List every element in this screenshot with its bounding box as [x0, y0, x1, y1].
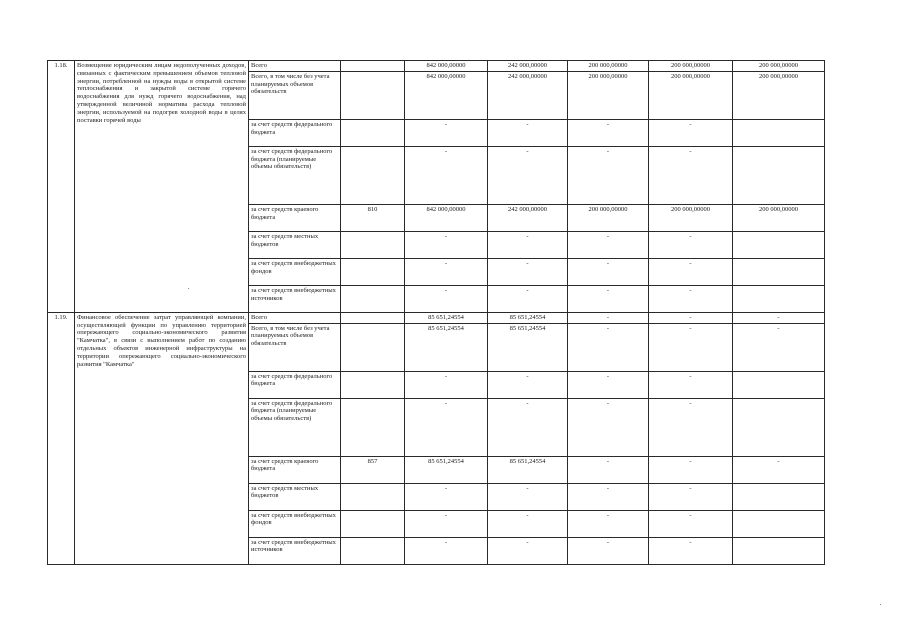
- amount-year-2: 85 651,24554: [488, 312, 568, 323]
- budget-code: [341, 146, 405, 204]
- budget-code: [341, 483, 405, 510]
- amount-year-3: -: [568, 398, 649, 456]
- amount-year-2: 242 000,00000: [488, 204, 568, 231]
- amount-year-5: -: [733, 312, 825, 323]
- funding-source: за счет средств местных бюджетов: [249, 483, 341, 510]
- amount-year-5: [733, 231, 825, 258]
- funding-source: за счет средств федерального бюджета (планируемые объемы обязательств): [249, 398, 341, 456]
- amount-year-3: -: [568, 456, 649, 483]
- funding-source: за счет средств федерального бюджета (планируемые объемы обязательств): [249, 146, 341, 204]
- budget-code: 857: [341, 456, 405, 483]
- amount-year-4: -: [649, 119, 733, 146]
- amount-year-2: -: [488, 398, 568, 456]
- amount-year-5: [733, 483, 825, 510]
- budget-code: [341, 312, 405, 323]
- amount-year-5: [733, 371, 825, 398]
- amount-year-5: 200 000,00000: [733, 61, 825, 72]
- budget-code: [341, 510, 405, 537]
- amount-year-2: 85 651,24554: [488, 456, 568, 483]
- funding-source: Всего: [249, 61, 341, 72]
- amount-year-4: -: [649, 323, 733, 371]
- amount-year-5: 200 000,00000: [733, 71, 825, 119]
- amount-year-5: [733, 398, 825, 456]
- budget-code: [341, 398, 405, 456]
- amount-year-2: -: [488, 146, 568, 204]
- funding-source: Всего, в том числе без учета планируемых объемов обязательств: [249, 323, 341, 371]
- funding-source: Всего: [249, 312, 341, 323]
- amount-year-1: -: [405, 146, 488, 204]
- budget-code: [341, 258, 405, 285]
- funding-source: за счет средств краевого бюджета: [249, 456, 341, 483]
- budget-code: [341, 71, 405, 119]
- funding-source: за счет средств внебюджетных фондов: [249, 510, 341, 537]
- amount-year-1: -: [405, 510, 488, 537]
- amount-year-1: -: [405, 231, 488, 258]
- amount-year-1: 842 000,00000: [405, 71, 488, 119]
- amount-year-1: 842 000,00000: [405, 61, 488, 72]
- amount-year-3: -: [568, 323, 649, 371]
- amount-year-1: -: [405, 398, 488, 456]
- amount-year-2: -: [488, 510, 568, 537]
- funding-source: за счет средств внебюджетных фондов: [249, 258, 341, 285]
- amount-year-2: -: [488, 285, 568, 312]
- amount-year-3: -: [568, 510, 649, 537]
- amount-year-3: -: [568, 312, 649, 323]
- amount-year-3: -: [568, 258, 649, 285]
- funding-source: за счет средств внебюджетных источников: [249, 285, 341, 312]
- table-body: [48, 61, 825, 565]
- amount-year-3: -: [568, 119, 649, 146]
- amount-year-4: -: [649, 231, 733, 258]
- amount-year-3: 200 000,00000: [568, 71, 649, 119]
- amount-year-1: -: [405, 119, 488, 146]
- amount-year-2: -: [488, 537, 568, 564]
- funding-source: за счет средств внебюджетных источников: [249, 537, 341, 564]
- amount-year-1: -: [405, 371, 488, 398]
- amount-year-1: 85 651,24554: [405, 323, 488, 371]
- amount-year-4: -: [649, 146, 733, 204]
- amount-year-4: 200 000,00000: [649, 204, 733, 231]
- amount-year-5: [733, 285, 825, 312]
- budget-code: [341, 537, 405, 564]
- amount-year-2: -: [488, 231, 568, 258]
- budget-table: [47, 60, 825, 565]
- amount-year-4: 200 000,00000: [649, 71, 733, 119]
- amount-year-1: 85 651,24554: [405, 456, 488, 483]
- budget-code: [341, 119, 405, 146]
- amount-year-4: -: [649, 537, 733, 564]
- amount-year-4: -: [649, 285, 733, 312]
- amount-year-2: -: [488, 119, 568, 146]
- item-description: Возмещение юридическим лицам недополученных доходов, связанных с фактическим превышением объемов тепловой энергии, потребленной на нужды воды в открытой системе теплоснабжения и закрытой системе горячего водоснабжения для нужд горячего водоснабжения, над утвержденной величиной норматива расхода тепловой энергии, используемой на подогрев холодной воды в целях поставки горячей воды: [75, 61, 249, 313]
- amount-year-2: -: [488, 371, 568, 398]
- amount-year-4: -: [649, 371, 733, 398]
- amount-year-5: -: [733, 323, 825, 371]
- amount-year-4: 200 000,00000: [649, 61, 733, 72]
- item-description: Финансовое обеспечение затрат управляющей компании, осуществляющей функции по управлению территорией опережающего социально-экономического развития "Камчатка", в связи с выполнением работ по созданию отдельных объектов инженерной инфраструктуры на территории опережающего социально-экономического развития "Камчатка": [75, 312, 249, 564]
- amount-year-3: 200 000,00000: [568, 61, 649, 72]
- amount-year-2: -: [488, 483, 568, 510]
- scan-speck: [188, 288, 189, 289]
- amount-year-5: -: [733, 456, 825, 483]
- amount-year-3: -: [568, 483, 649, 510]
- amount-year-4: -: [649, 456, 733, 483]
- amount-year-3: -: [568, 371, 649, 398]
- budget-code: [341, 323, 405, 371]
- amount-year-1: -: [405, 483, 488, 510]
- funding-source: за счет средств краевого бюджета: [249, 204, 341, 231]
- amount-year-4: -: [649, 483, 733, 510]
- amount-year-1: -: [405, 258, 488, 285]
- budget-code: [341, 371, 405, 398]
- amount-year-2: 85 651,24554: [488, 323, 568, 371]
- amount-year-5: [733, 258, 825, 285]
- amount-year-5: [733, 119, 825, 146]
- amount-year-4: -: [649, 510, 733, 537]
- funding-source: за счет средств федерального бюджета: [249, 119, 341, 146]
- funding-source: за счет средств федерального бюджета: [249, 371, 341, 398]
- table-row: [48, 61, 825, 72]
- amount-year-1: 85 651,24554: [405, 312, 488, 323]
- budget-code: [341, 285, 405, 312]
- amount-year-1: 842 000,00000: [405, 204, 488, 231]
- amount-year-5: 200 000,00000: [733, 204, 825, 231]
- amount-year-3: -: [568, 146, 649, 204]
- item-number: 1.18.: [48, 61, 75, 313]
- scan-speck: [880, 604, 881, 605]
- amount-year-3: 200 000,00000: [568, 204, 649, 231]
- funding-source: Всего, в том числе без учета планируемых объемов обязательств: [249, 71, 341, 119]
- amount-year-3: -: [568, 231, 649, 258]
- amount-year-5: [733, 537, 825, 564]
- table-row: [48, 312, 825, 323]
- budget-code: 810: [341, 204, 405, 231]
- budget-code: [341, 61, 405, 72]
- amount-year-3: -: [568, 285, 649, 312]
- amount-year-4: -: [649, 312, 733, 323]
- amount-year-4: -: [649, 258, 733, 285]
- funding-source: за счет средств местных бюджетов: [249, 231, 341, 258]
- amount-year-1: -: [405, 285, 488, 312]
- amount-year-2: 242 000,00000: [488, 61, 568, 72]
- amount-year-1: -: [405, 537, 488, 564]
- amount-year-4: -: [649, 398, 733, 456]
- amount-year-5: [733, 510, 825, 537]
- amount-year-2: -: [488, 258, 568, 285]
- amount-year-3: -: [568, 537, 649, 564]
- budget-code: [341, 231, 405, 258]
- amount-year-2: 242 000,00000: [488, 71, 568, 119]
- amount-year-5: [733, 146, 825, 204]
- item-number: 1.19.: [48, 312, 75, 564]
